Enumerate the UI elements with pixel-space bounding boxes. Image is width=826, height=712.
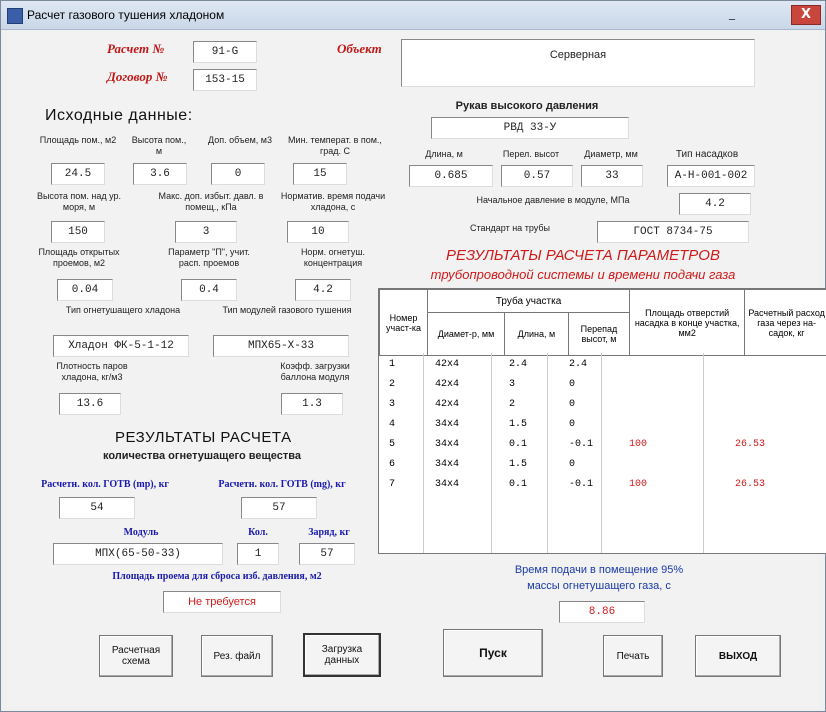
cell-num: 5 — [389, 439, 396, 450]
fill-coef-label: Коэфф. загрузки баллона модуля — [280, 361, 350, 382]
min-temp-label: Мин. температ. в пом., град. С — [288, 135, 382, 156]
grid-line — [423, 353, 424, 553]
hose-diameter-label: Диаметр, мм — [584, 149, 638, 159]
norm-time-field[interactable]: 10 — [287, 221, 349, 243]
cell-len: 0.1 — [509, 439, 528, 450]
agent-type-label: Тип огнетушащего хладона — [65, 305, 181, 315]
fill-coef-field[interactable]: 1.3 — [281, 393, 343, 415]
col-height-header: Перепад высот, м — [568, 313, 629, 356]
results-calc-title: РЕЗУЛЬТАТЫ РАСЧЕТА — [115, 429, 292, 446]
scheme-button[interactable]: Расчетная схема — [99, 635, 173, 677]
hose-height-label: Перел. высот — [502, 149, 560, 159]
openings-label: Площадь открытых проемов, м2 — [38, 247, 120, 268]
results-calc-subtitle: количества огнетушащего вещества — [102, 450, 302, 462]
module-type-field[interactable]: МПХ65-Х-33 — [213, 335, 349, 357]
cell-num: 1 — [389, 359, 396, 370]
norm-time-label: Норматив. время подачи хладона, с — [280, 191, 386, 212]
count-field: 1 — [237, 543, 279, 565]
init-pressure-label: Начальное давление в модуле, МПа — [476, 195, 630, 205]
cell-diam: 42х4 — [435, 399, 460, 410]
col-diam-header: Диамет-р, мм — [428, 313, 505, 356]
module-label: Модуль — [123, 527, 159, 538]
main-panel — [7, 31, 825, 707]
cell-flow: 26.53 — [735, 479, 766, 490]
cell-area: 100 — [629, 479, 648, 490]
table-row — [379, 457, 826, 477]
nozzle-type-label: Тип насадков — [675, 149, 739, 160]
cell-len: 1.5 — [509, 419, 528, 430]
cell-diam: 42х4 — [435, 359, 460, 370]
cell-len: 0.1 — [509, 479, 528, 490]
cell-height: 0 — [569, 379, 576, 390]
cell-num: 2 — [389, 379, 396, 390]
hose-length-label: Длина, м — [425, 149, 463, 159]
source-data-title: Исходные данные: — [45, 107, 193, 124]
opening-field: Не требуется — [163, 591, 281, 613]
table-row — [379, 357, 826, 377]
print-button[interactable]: Печать — [603, 635, 663, 677]
col-pipe-header: Труба участка — [428, 290, 630, 313]
title-bar — [1, 1, 825, 30]
col-flow-header: Расчетный расход газа через на-садок, кг — [745, 290, 826, 356]
max-pressure-label: Макс. доп. избыт. давл. в помещ., кПа — [158, 191, 264, 212]
count-label: Кол. — [248, 527, 268, 538]
pipe-standard-label: Стандарт на трубы — [470, 223, 550, 233]
param-field[interactable]: 0.4 — [181, 279, 237, 301]
concentration-label: Норм. огнетуш. концентрация — [300, 247, 366, 268]
table-header — [379, 289, 826, 356]
height-field[interactable]: 3.6 — [133, 163, 187, 185]
table-row — [379, 377, 826, 397]
hose-field[interactable]: РВД 33-У — [431, 117, 629, 139]
load-data-button[interactable]: Загрузка данных — [303, 633, 381, 677]
cell-height: 0 — [569, 459, 576, 470]
altitude-field[interactable]: 150 — [51, 221, 105, 243]
cell-height: 0 — [569, 419, 576, 430]
cell-height: -0.1 — [569, 479, 594, 490]
grid-line — [601, 353, 602, 553]
height-label: Высота пом., м — [131, 135, 187, 156]
time-field: 8.86 — [559, 601, 645, 623]
cell-height: 0 — [569, 399, 576, 410]
density-label: Плотность паров хладона, кг/м3 — [56, 361, 128, 382]
cell-len: 2 — [509, 399, 516, 410]
results-params-title: РЕЗУЛЬТАТЫ РАСЧЕТА ПАРАМЕТРОВ — [446, 247, 720, 264]
density-field[interactable]: 13.6 — [59, 393, 121, 415]
time-label-1: Время подачи в помещение 95% — [514, 564, 684, 576]
close-button[interactable]: X — [791, 5, 821, 25]
cell-len: 1.5 — [509, 459, 528, 470]
cell-diam: 34х4 — [435, 439, 460, 450]
result-file-button[interactable]: Рез. файл — [201, 635, 273, 677]
cell-len: 3 — [509, 379, 516, 390]
cell-height: 2.4 — [569, 359, 588, 370]
object-field[interactable]: Серверная — [401, 39, 755, 87]
cell-num: 7 — [389, 479, 396, 490]
param-label: Параметр "П", учит. расп. проемов — [168, 247, 250, 268]
mass-mp-field: 54 — [59, 497, 135, 519]
area-field[interactable]: 24.5 — [51, 163, 105, 185]
calc-number-label: Расчет № — [107, 41, 165, 56]
agent-type-field[interactable]: Хладон ФК-5-1-12 — [53, 335, 189, 357]
mass-mp-label: Расчетн. кол. ГОТВ (mр), кг — [41, 479, 169, 490]
exit-button[interactable]: ВЫХОД — [695, 635, 781, 677]
grid-line — [547, 353, 548, 553]
table-row — [379, 417, 826, 437]
module-type-label: Тип модулей газового тушения — [222, 305, 352, 315]
time-label-2: массы огнетушащего газа, с — [527, 580, 671, 592]
cell-num: 4 — [389, 419, 396, 430]
cell-diam: 34х4 — [435, 419, 460, 430]
start-button[interactable]: Пуск — [443, 629, 543, 677]
table-row — [379, 437, 826, 457]
calc-number-field[interactable]: 91-G — [193, 41, 257, 63]
max-pressure-field[interactable]: 3 — [175, 221, 237, 243]
extra-volume-field[interactable]: 0 — [211, 163, 265, 185]
cell-diam: 34х4 — [435, 459, 460, 470]
cell-num: 6 — [389, 459, 396, 470]
cell-num: 3 — [389, 399, 396, 410]
opening-label: Площадь проема для сброса изб. давления, м2 — [112, 571, 322, 582]
grid-line — [703, 353, 704, 553]
minimize-button[interactable]: _ — [729, 6, 735, 20]
area-label: Площадь пом., м2 — [39, 135, 117, 145]
grid-line — [491, 353, 492, 553]
cell-area: 100 — [629, 439, 648, 450]
table-row — [379, 397, 826, 417]
hose-length-field[interactable]: 0.685 — [409, 165, 493, 187]
results-params-subtitle: трубопроводной системы и времени подачи газа — [430, 267, 736, 282]
min-temp-field[interactable]: 15 — [293, 163, 347, 185]
pipe-standard-field[interactable]: ГОСТ 8734-75 — [597, 221, 749, 243]
col-area-header: Площадь отверстий насадка в конце участка, мм2 — [630, 290, 745, 356]
cell-flow: 26.53 — [735, 439, 766, 450]
window-title: Расчет газового тушения хладоном — [27, 8, 225, 22]
charge-field: 57 — [299, 543, 355, 565]
module-field: МПХ(65-50-33) — [53, 543, 223, 565]
cell-len: 2.4 — [509, 359, 528, 370]
cell-height: -0.1 — [569, 439, 594, 450]
cell-diam: 42х4 — [435, 379, 460, 390]
app-icon — [7, 8, 23, 24]
openings-field[interactable]: 0.04 — [57, 279, 113, 301]
nozzle-type-field[interactable]: А-Н-001-002 — [667, 165, 755, 187]
cell-diam: 34х4 — [435, 479, 460, 490]
table-row — [379, 477, 826, 497]
object-label: Объект — [337, 41, 382, 56]
init-pressure-field[interactable]: 4.2 — [679, 193, 751, 215]
altitude-label: Высота пом. над ур. моря, м — [36, 191, 122, 212]
contract-number-field[interactable]: 153-15 — [193, 69, 257, 91]
contract-number-label: Договор № — [107, 69, 168, 84]
hose-diameter-field[interactable]: 33 — [581, 165, 643, 187]
mass-mg-field: 57 — [241, 497, 317, 519]
results-table — [378, 288, 826, 554]
mass-mg-label: Расчетн. кол. ГОТВ (mg), кг — [218, 479, 346, 490]
col-number-header: Номер участ-ка — [380, 290, 428, 356]
extra-volume-label: Доп. объем, м3 — [208, 135, 272, 145]
hose-height-field[interactable]: 0.57 — [501, 165, 573, 187]
col-len-header: Длина, м — [505, 313, 569, 356]
concentration-field[interactable]: 4.2 — [295, 279, 351, 301]
hose-title: Рукав высокого давления — [455, 100, 599, 112]
charge-label: Заряд, кг — [308, 527, 350, 538]
